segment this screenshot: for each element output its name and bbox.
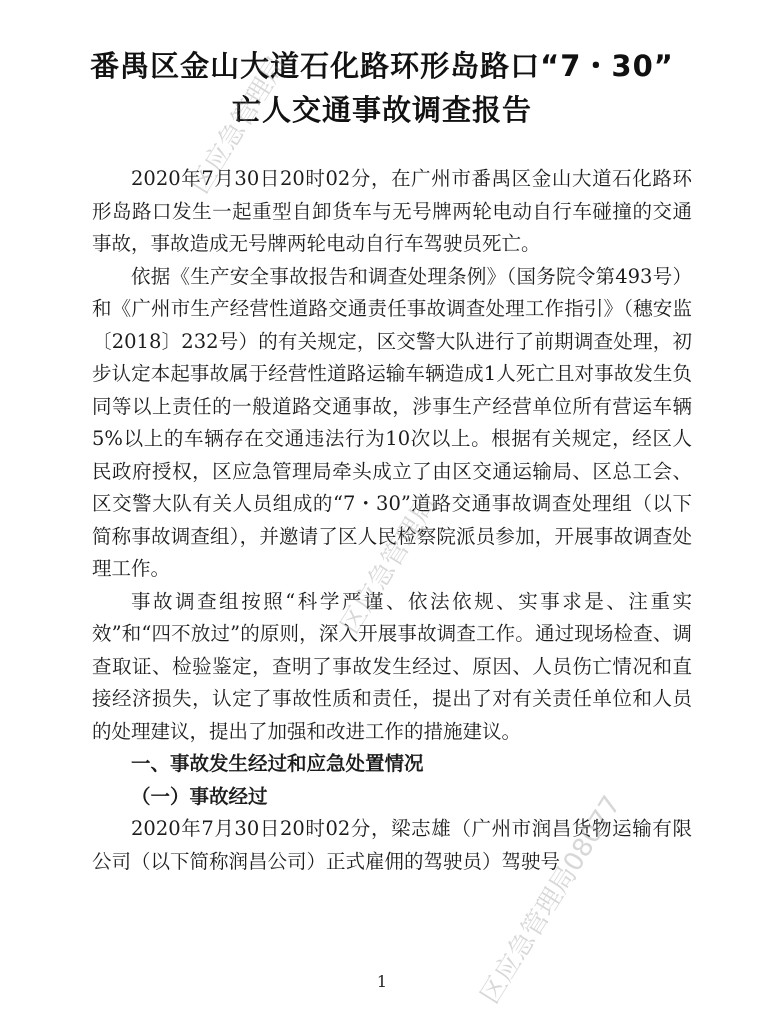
section-heading: 一、事故发生经过和应急处置情况 bbox=[131, 752, 424, 775]
watermark-stamp: 区应急管理局08077 bbox=[475, 790, 628, 1010]
watermark-stamp: 区应急管理局 bbox=[185, 50, 294, 200]
document-title-line-1: 番禺区金山大道石化路环形岛路口“7・30” bbox=[90, 49, 674, 83]
paragraph-4: 2020年7月30日20时02分，梁志雄（广州市润昌货物运输有限公司（以下简称润昌公司）正式雇佣的驾驶员）驾驶号 bbox=[92, 817, 692, 873]
subsection-heading: （一）事故经过 bbox=[131, 784, 268, 808]
page-number: 1 bbox=[376, 972, 388, 991]
paragraph-2: 依据《生产安全事故报告和调查处理条例》（国务院令第493号）和《广州市生产经营性道路交通责任事故调查处理工作指引》（穗安监〔2018〕232号）的有关规定，区交警大队进行了前期调查处理，初步认定本起事故属于经营性道路运输车辆造成1人死亡且对事故发生负同等以上责任的一般道路交通事故，涉事生产经营单位所有营运车辆5%以上的车辆存在交通违法行为10次以上。根据有关规定，经区人民政府授权，区应急管理局牵头成立了由区交通运输局、区总工会、区交警大队有关人员组成的“7・30”道路交通事故调查处理组（以下简称事故调查组），并邀请了区人民检察院派员参加，开展事故调查处理工作。 bbox=[92, 264, 692, 580]
paragraph-3: 事故调查组按照“科学严谨、依法依规、实事求是、注重实效”和“四不放过”的原则，深入开展事故调查工作。通过现场检查、调查取证、检验鉴定，查明了事故发生经过、原因、人员伤亡情况和直接经济损失，认定了事故性质和责任，提出了对有关责任单位和人员的处理建议，提出了加强和改进工作的措施建议。 bbox=[92, 589, 692, 743]
document-body bbox=[92, 163, 692, 878]
watermark-stamp: 区应急管理局 bbox=[335, 490, 444, 640]
paragraph-1: 2020年7月30日20时02分，在广州市番禺区金山大道石化路环形岛路口发生一起重型自卸货车与无号牌两轮电动自行车碰撞的交通事故，事故造成无号牌两轮电动自行车驾驶员死亡。 bbox=[92, 167, 692, 255]
document-title-line-2: 亡人交通事故调查报告 bbox=[231, 93, 532, 127]
